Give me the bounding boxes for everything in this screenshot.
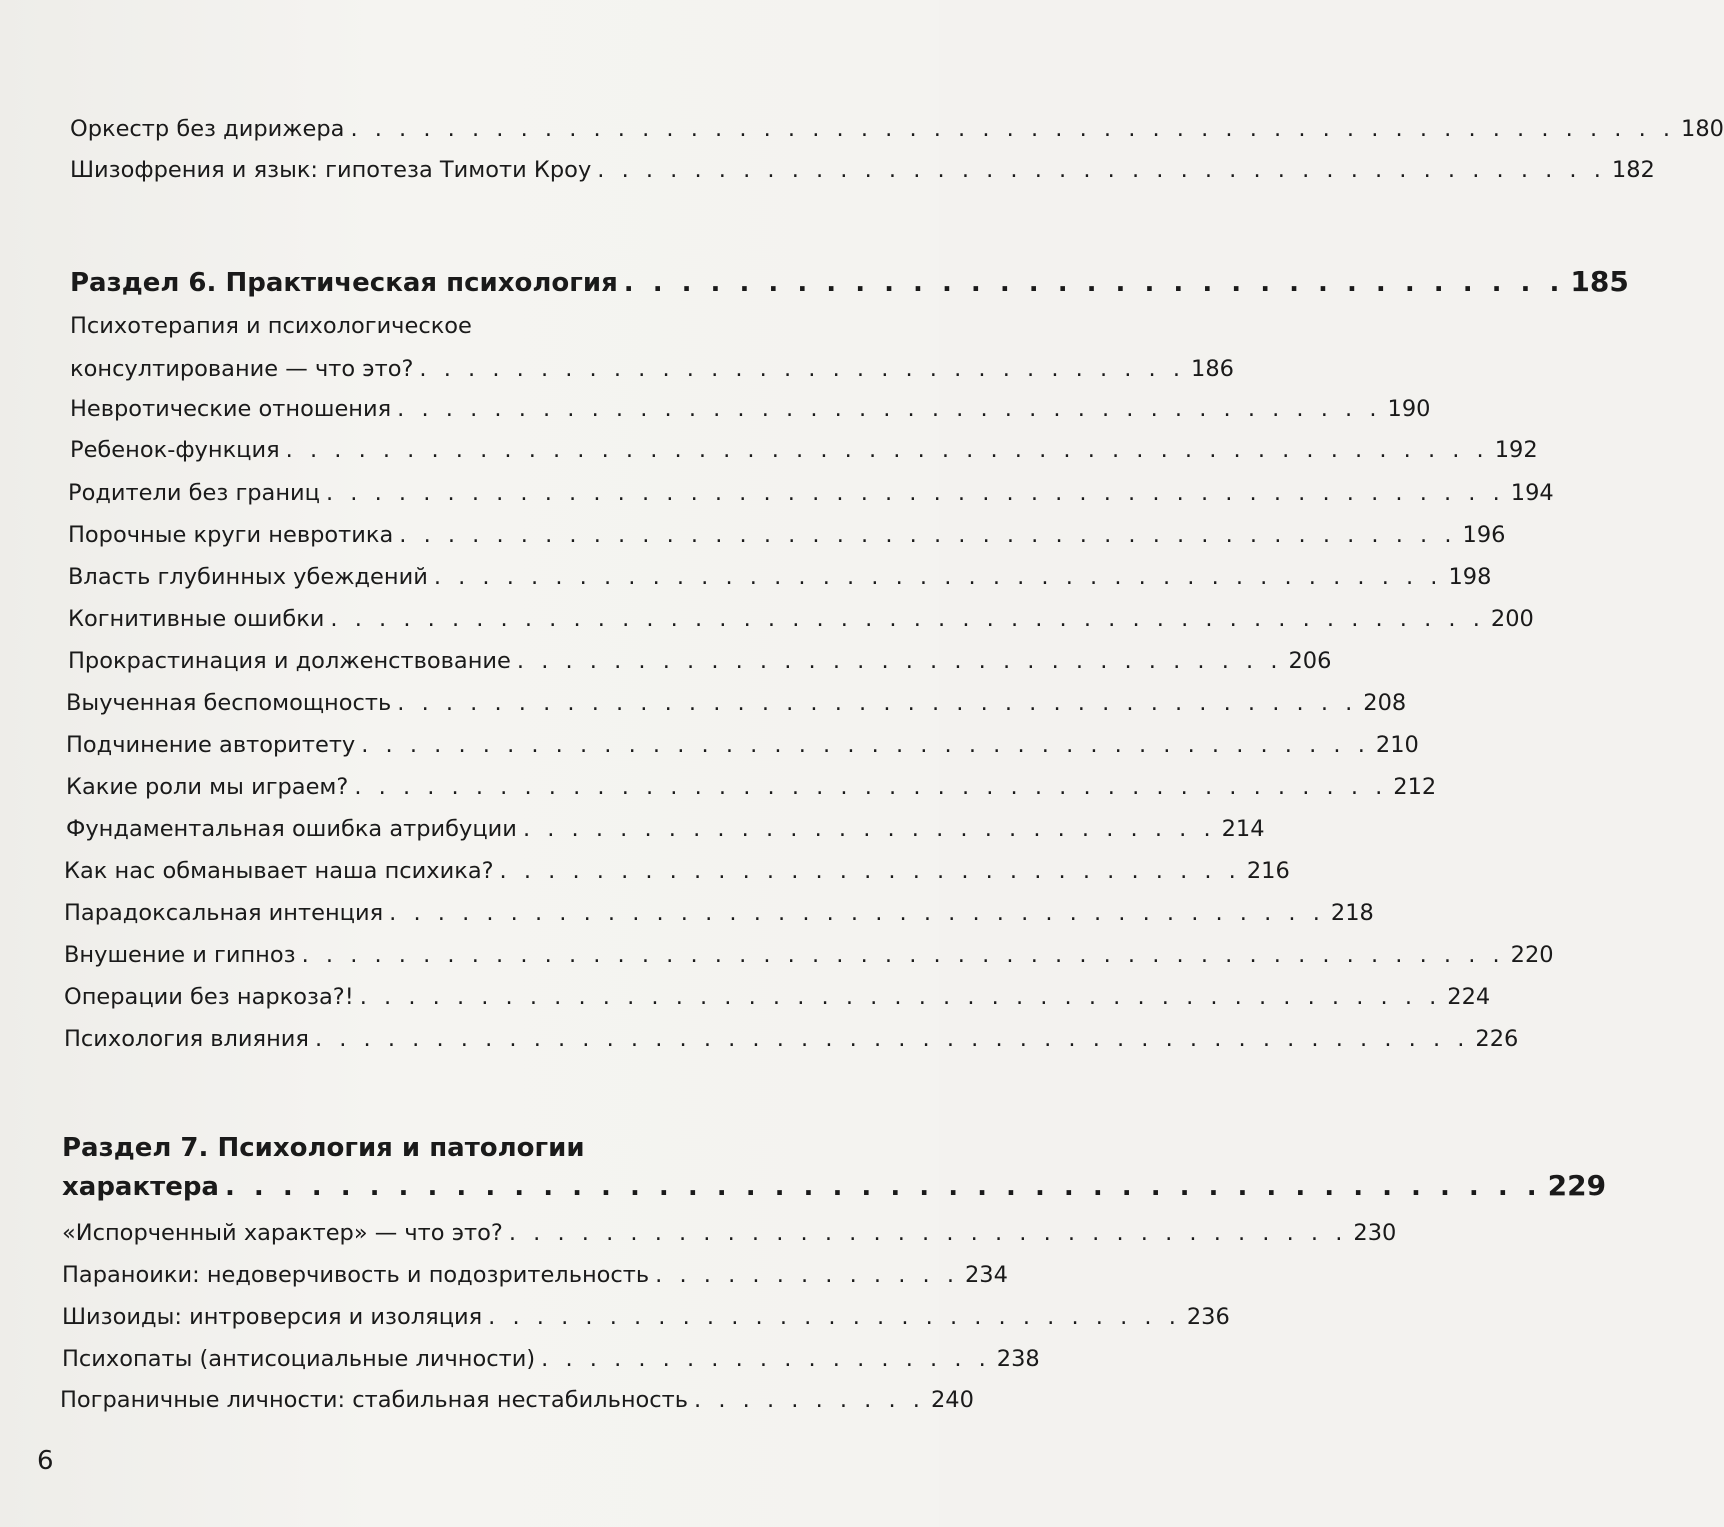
toc-entry-title: Ребенок-функция <box>70 437 280 463</box>
toc-entry-page: 200 <box>1490 606 1534 632</box>
leader-dots: . . . . . . . . . . . . . . . . . . . . . . . . . . . . . . . . <box>419 356 1186 382</box>
toc-entry-page: 190 <box>1387 396 1431 422</box>
toc-entry <box>70 396 1431 422</box>
toc-entry-page: 220 <box>1510 942 1554 968</box>
toc-entry-title: Как нас обманывает наша психика? <box>64 858 494 884</box>
toc-entry <box>66 732 1419 758</box>
toc-entry-page: 236 <box>1186 1304 1230 1330</box>
leader-dots: . . . . . . . . . . . . . . . . . . . . . . . . . . . . . <box>488 1304 1181 1330</box>
toc-entry-page: 240 <box>930 1387 974 1413</box>
toc-entry-title: Операции без наркоза?! <box>64 984 354 1010</box>
toc-entry-page: 194 <box>1510 480 1554 506</box>
leader-dots: . . . . . . . . . . . . . . . . . . . . . . . . . . . . . . . . . <box>623 268 1565 298</box>
leader-dots: . . . . . . . . . . . . . . . . . . . . . . . . . . . . . . . . . . . . . . . . . . . . . . . . . . <box>285 437 1489 463</box>
section-page: 185 <box>1570 265 1629 298</box>
toc-entry <box>64 1026 1519 1052</box>
toc-entry-title: Невротические отношения <box>70 396 392 422</box>
section-page: 229 <box>1547 1169 1607 1202</box>
section-title: характера <box>62 1172 219 1202</box>
toc-entry <box>66 816 1265 842</box>
leader-dots: . . . . . . . . . . . . . . . . . . . . . . . . . . . . . <box>522 816 1216 842</box>
toc-entry-page: 218 <box>1330 900 1374 926</box>
leader-dots: . . . . . . . . . . . . . . . . . . . . . . . . . . . . . . . . . . . . . . . . . . . . . . . . <box>314 1026 1470 1052</box>
leader-dots: . . . . . . . . . . . . . . . . . . . . . . . . . . . . . . . . . . . . . . . . <box>397 690 1358 716</box>
page-number: 6 <box>37 1446 54 1476</box>
leader-dots: . . . . . . . . . . . . . . . . . . . . . . . . . . . . . . . . . . . . . . . . . . <box>433 564 1443 590</box>
toc-entry <box>64 942 1554 968</box>
toc-entry-page: 230 <box>1353 1220 1397 1246</box>
toc-entry-page: 224 <box>1447 984 1491 1010</box>
toc-entry-title: Пограничные личности: стабильная нестабильность <box>60 1387 689 1413</box>
leader-dots: . . . . . . . . . . . . . . . . . . . . . . . . . . . . . . . . . . . . . . . . . . . <box>354 774 1388 800</box>
toc-section-heading <box>70 265 1629 298</box>
toc-entry <box>60 1387 974 1413</box>
toc-entry-title: Психопаты (антисоциальные личности) <box>62 1346 536 1372</box>
leader-dots: . . . . . . . . . . . . . . . . . . . . . . . . . . . . . . . . . . . . . . . <box>389 900 1325 926</box>
toc-entry-title: Шизофрения и язык: гипотеза Тимоти Кроу <box>70 157 592 183</box>
toc-entry <box>68 522 1506 548</box>
toc-entry <box>68 648 1332 674</box>
toc-entry-title: Когнитивные ошибки <box>68 606 325 632</box>
leader-dots: . . . . . . . . . . . . . . . . . . . . . . . . . . . . . . . . . . . <box>508 1220 1348 1246</box>
leader-dots: . . . . . . . . . . . . . . . . . . . . . . . . . . . . . . . . . . . . . . . . . . . . . . . . . <box>326 480 1505 506</box>
toc-entry <box>70 116 1724 142</box>
toc-entry-page: 226 <box>1475 1026 1519 1052</box>
toc-entry <box>64 900 1374 926</box>
toc-entry-page: 186 <box>1191 356 1234 382</box>
leader-dots: . . . . . . . . . . . . . . . . . . . <box>541 1346 991 1372</box>
toc-entry-page: 196 <box>1462 522 1506 548</box>
leader-dots: . . . . . . . . . . . . . . . . . . . . . . . . . . . . . . . . . . . . . . . . . . . . . <box>359 984 1442 1010</box>
leader-dots: . . . . . . . . . . <box>694 1387 925 1413</box>
leader-dots: . . . . . . . . . . . . . . . . . . . . . . . . . . . . . . . . . . . . . . . . . . <box>361 732 1370 758</box>
toc-entry <box>62 1304 1230 1330</box>
toc-entry <box>64 858 1290 884</box>
leader-dots: . . . . . . . . . . . . . . . . . . . . . . . . . . . . . . . . . . . . . . . . . . . . . . . . . . . . . . . <box>350 116 1676 142</box>
toc-entry-title: Порочные круги невротика <box>68 522 394 548</box>
toc-entry-title: Выученная беспомощность <box>66 690 392 716</box>
toc-entry-page: 234 <box>964 1262 1008 1288</box>
toc-entry <box>64 984 1491 1010</box>
toc-entry-title: консултирование — что это? <box>70 356 414 382</box>
toc-entry-title: «Испорченный характер» — что это? <box>62 1220 503 1246</box>
toc-entry-page: 206 <box>1288 648 1332 674</box>
leader-dots: . . . . . . . . . . . . . . . . . . . . . . . . . . . . . . . . . . . . . . . . . . . . . . . . <box>330 606 1485 632</box>
toc-entry-page: 180 <box>1681 116 1724 142</box>
toc-entry-title: Власть глубинных убеждений <box>68 564 428 590</box>
section-title: Раздел 6. Практическая психология <box>70 268 618 298</box>
toc-section-heading <box>62 1169 1607 1202</box>
toc-entry <box>68 480 1554 506</box>
toc-entry-title: Какие роли мы играем? <box>66 774 349 800</box>
toc-entry-title-line1: Психотерапия и психологическое <box>70 313 472 339</box>
toc-entry <box>70 157 1655 183</box>
toc-entry-title: Параноики: недоверчивость и подозрительность <box>62 1262 650 1288</box>
toc-entry <box>70 437 1538 463</box>
toc-entry <box>62 1262 1008 1288</box>
toc-entry-page: 198 <box>1448 564 1492 590</box>
leader-dots: . . . . . . . . . . . . . . . . . . . . . . . . . . . . . . . . . . . . . . . . . <box>397 396 1382 422</box>
leader-dots: . . . . . . . . . . . . . . . . . . . . . . . . . . . . . . . . <box>516 648 1283 674</box>
toc-entry <box>68 606 1534 632</box>
toc-entry <box>62 1220 1397 1246</box>
leader-dots: . . . . . . . . . . . . . <box>655 1262 959 1288</box>
leader-dots: . . . . . . . . . . . . . . . . . . . . . . . . . . . . . . . . . . . . . . . . . . . . <box>399 522 1457 548</box>
toc-entry-page: 216 <box>1246 858 1290 884</box>
toc-entry-page: 214 <box>1221 816 1265 842</box>
toc-entry-title: Родители без границ <box>68 480 320 506</box>
toc-entry <box>66 774 1437 800</box>
leader-dots: . . . . . . . . . . . . . . . . . . . . . . . . . . . . . . . . . . . . . . . . . . . . . . . . . . <box>301 942 1505 968</box>
toc-entry <box>68 564 1492 590</box>
toc-entry-title: Подчинение авторитету <box>66 732 356 758</box>
leader-dots: . . . . . . . . . . . . . . . . . . . . . . . . . . . . . . . . . . . . . . . . . . <box>597 157 1606 183</box>
toc-entry-page: 212 <box>1393 774 1437 800</box>
toc-entry-page: 192 <box>1494 437 1538 463</box>
toc-entry <box>66 690 1407 716</box>
toc-entry-page: 182 <box>1611 157 1655 183</box>
toc-entry-title: Оркестр без дирижера <box>70 116 345 142</box>
toc-entry <box>62 1346 1040 1372</box>
toc-entry-title: Внушение и гипноз <box>64 942 296 968</box>
toc-entry-title: Психология влияния <box>64 1026 309 1052</box>
toc-entry-title: Парадоксальная интенция <box>64 900 384 926</box>
leader-dots: . . . . . . . . . . . . . . . . . . . . . . . . . . . . . . . . . . . . . . . . . . . . . . <box>224 1172 1542 1202</box>
toc-entry-title: Шизоиды: интроверсия и изоляция <box>62 1304 483 1330</box>
toc-entry-page: 208 <box>1363 690 1407 716</box>
toc-entry-page: 210 <box>1375 732 1419 758</box>
leader-dots: . . . . . . . . . . . . . . . . . . . . . . . . . . . . . . . <box>499 858 1241 884</box>
toc-entry-title: Прокрастинация и долженствование <box>68 648 511 674</box>
toc-entry-title: Фундаментальная ошибка атрибуции <box>66 816 517 842</box>
toc-entry <box>70 356 1234 382</box>
toc-entry-page: 238 <box>996 1346 1040 1372</box>
section-title-line1: Раздел 7. Психология и патологии <box>62 1133 585 1163</box>
